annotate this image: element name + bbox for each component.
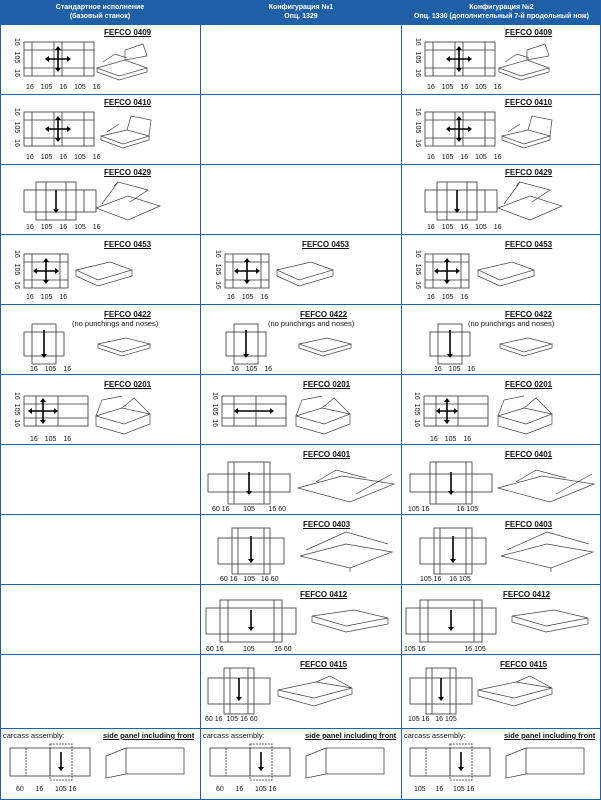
dim-label: 16: [413, 392, 420, 400]
fefco-0453-horizontal-dims: [26, 294, 67, 301]
column-divider: [200, 0, 201, 800]
fefco-0409-box-drawing: [497, 42, 553, 80]
fefco-0410-flat-diagram: [425, 108, 495, 150]
fefco-0410-flat-diagram: [24, 108, 94, 150]
dim-label: 105: [414, 121, 421, 134]
fefco-0453-box-drawing: [275, 258, 335, 288]
header-config1-line2: Опц. 1329: [284, 13, 318, 20]
fefco-0422-note: (no punchings and noses): [468, 319, 555, 328]
dim-label: 16: [466, 786, 475, 793]
fefco-0422-flat-diagram: [24, 324, 64, 364]
side-panel-label: side panel including front: [504, 731, 596, 740]
dim-label: 16: [229, 576, 238, 583]
fefco-0422-title: FEFCO 0422: [300, 310, 348, 319]
fefco-0453-vertical-dims: [13, 250, 20, 289]
fefco-0410-title: FEFCO 0410: [505, 98, 553, 107]
fefco-0422-flat-diagram: [226, 324, 266, 364]
dim-label: 105: [414, 51, 421, 64]
dim-label: 105: [13, 121, 20, 134]
fefco-0453-vertical-dims: [214, 250, 221, 289]
fefco-0453-vertical-dims: [414, 250, 421, 289]
header-standard-line2: (базовый станок): [69, 13, 131, 20]
dim-label: 16: [13, 392, 20, 400]
fefco-0422-horizontal-dims: [30, 366, 71, 373]
dim-label: 16: [427, 294, 435, 301]
fefco-0409-horizontal-dims: [26, 84, 101, 91]
dim-label: 16: [59, 294, 68, 301]
fefco-0422-horizontal-dims: [231, 366, 272, 373]
row-divider: [0, 514, 601, 515]
dim-label: 16: [464, 646, 473, 653]
fefco-0403-horizontal-dims: [420, 576, 471, 583]
dim-label: 16: [493, 84, 502, 91]
dim-label: 16: [414, 69, 421, 77]
dim-label: 16: [13, 108, 20, 116]
dim-label: 105: [241, 294, 254, 301]
fefco-0422-box-drawing: [96, 332, 152, 358]
dim-label: 16: [30, 366, 38, 373]
dim-label: 16: [433, 576, 442, 583]
dim-label: 16: [59, 154, 68, 161]
fefco-0429-title: FEFCO 0429: [505, 168, 553, 177]
dim-label: 16: [427, 224, 435, 231]
dim-label: 105: [13, 51, 20, 64]
dim-label: 16: [260, 294, 269, 301]
dim-label: 105: [441, 294, 454, 301]
dim-label: 105: [243, 576, 256, 583]
row-divider: [0, 94, 601, 95]
dim-label: 16: [413, 419, 420, 428]
dim-label: 105: [414, 786, 426, 793]
fefco-0422-flat-diagram: [430, 324, 470, 364]
dim-label: 105: [74, 154, 86, 161]
dim-label: 105: [74, 84, 86, 91]
fefco-0415-flat-diagram: [208, 668, 270, 714]
dim-label: 105: [254, 786, 267, 793]
dim-label: 105: [452, 786, 465, 793]
fefco-0403-title: FEFCO 0403: [505, 520, 553, 529]
dim-label: 105: [40, 294, 53, 301]
fefco-0409-title: FEFCO 0409: [505, 28, 553, 37]
dim-label: 16: [211, 419, 218, 428]
dim-label: 105: [243, 646, 255, 653]
fefco-0201-horizontal-dims: [30, 436, 71, 443]
dim-label: 60: [249, 716, 258, 723]
dim-label: 16: [13, 419, 20, 428]
dim-label: 16: [414, 281, 421, 289]
dim-label: 16: [231, 366, 239, 373]
fefco-0410-vertical-dims: [414, 108, 421, 147]
fefco-0429-box-drawing: [94, 180, 162, 222]
row-divider: [0, 234, 601, 235]
dim-label: 105: [441, 84, 454, 91]
dim-label: 105: [44, 366, 57, 373]
dim-label: 16: [227, 294, 235, 301]
dim-label: 16: [421, 506, 430, 513]
row-divider: [0, 728, 601, 729]
fefco-0403-title: FEFCO 0403: [303, 520, 351, 529]
fefco-0409-vertical-dims: [414, 38, 421, 77]
dim-label: 16: [434, 366, 442, 373]
dim-label: 16: [13, 69, 20, 77]
dim-label: 16: [467, 366, 476, 373]
carcass-horizontal-dims: [16, 786, 76, 793]
side-panel-drawing: [504, 744, 594, 780]
fefco-0403-flat-diagram: [420, 528, 486, 574]
dim-label: 60: [16, 786, 24, 793]
dim-label: 105: [44, 436, 57, 443]
dim-label: 16: [13, 139, 20, 147]
dim-label: 16: [456, 506, 465, 513]
fefco-0453-box-drawing: [74, 258, 134, 288]
fefco-0201-vertical-dims: [211, 392, 218, 427]
column-divider: [0, 0, 1, 800]
dim-label: 60: [212, 506, 220, 513]
fefco-0415-title: FEFCO 0415: [500, 660, 548, 669]
dim-label: 16: [417, 646, 426, 653]
dim-label: 105: [226, 716, 239, 723]
dim-label: 16: [460, 224, 469, 231]
dim-label: 105: [74, 224, 86, 231]
fefco-0410-vertical-dims: [13, 108, 20, 147]
dim-label: 60: [220, 576, 228, 583]
dim-label: 105: [404, 646, 416, 653]
dim-label: 105: [445, 716, 457, 723]
dim-label: 16: [264, 366, 273, 373]
fefco-0429-horizontal-dims: [427, 224, 502, 231]
carcass-assembly-label: carcass assembly:: [203, 731, 265, 740]
dim-label: 16: [463, 436, 472, 443]
dim-label: 105: [243, 506, 255, 513]
dim-label: 16: [427, 154, 435, 161]
dim-label: 16: [214, 281, 221, 289]
fefco-0410-box-drawing: [498, 110, 554, 150]
fefco-0409-horizontal-dims: [427, 84, 502, 91]
dim-label: 16: [460, 294, 469, 301]
dim-label: 105: [448, 366, 461, 373]
fefco-0201-title: FEFCO 0201: [303, 380, 351, 389]
fefco-0453-box-drawing: [476, 258, 536, 288]
side-panel-label: side panel including front: [305, 731, 397, 740]
dim-label: 105: [408, 716, 420, 723]
dim-label: 16: [421, 716, 430, 723]
dim-label: 16: [414, 38, 421, 46]
fefco-0403-box-drawing: [296, 530, 396, 572]
fefco-0401-box-drawing: [296, 464, 396, 504]
fefco-0453-title: FEFCO 0453: [505, 240, 553, 249]
dim-label: 16: [68, 786, 77, 793]
fefco-0412-horizontal-dims: [404, 646, 486, 653]
header-config2: [402, 0, 601, 24]
fefco-0410-horizontal-dims: [427, 154, 502, 161]
dim-label: 105: [444, 436, 457, 443]
fefco-0453-flat-diagram: [425, 250, 469, 292]
dim-label: 60: [206, 646, 214, 653]
dim-label: 16: [435, 786, 444, 793]
row-divider: [0, 584, 601, 585]
dim-label: 105: [40, 84, 53, 91]
fefco-0415-horizontal-dims: [205, 716, 258, 723]
dim-label: 105: [245, 366, 258, 373]
fefco-0415-flat-diagram: [410, 668, 472, 714]
fefco-0422-title: FEFCO 0422: [104, 310, 152, 319]
dim-label: 16: [214, 250, 221, 258]
header-standard-line1: Стандартное исполнение: [55, 4, 145, 11]
side-panel-drawing: [104, 744, 194, 780]
fefco-0201-flat-diagram: [222, 392, 286, 432]
dim-label: 60: [278, 506, 287, 513]
fefco-0410-horizontal-dims: [26, 154, 101, 161]
fefco-0429-title: FEFCO 0429: [104, 168, 152, 177]
fefco-0409-title: FEFCO 0409: [104, 28, 152, 37]
dim-label: 105: [54, 786, 67, 793]
fefco-0412-title: FEFCO 0412: [503, 590, 551, 599]
dim-label: 16: [30, 436, 38, 443]
dim-label: 16: [435, 716, 444, 723]
fefco-0412-title: FEFCO 0412: [300, 590, 348, 599]
fefco-0409-box-drawing: [95, 42, 151, 80]
dim-label: 60: [216, 786, 224, 793]
dim-label: 16: [449, 576, 458, 583]
dim-label: 16: [63, 366, 72, 373]
fefco-0415-horizontal-dims: [408, 716, 457, 723]
fefco-0201-horizontal-dims: [430, 436, 471, 443]
dim-label: 105: [441, 154, 454, 161]
dim-label: 105: [475, 224, 487, 231]
header-standard: [0, 0, 200, 24]
fefco-0453-title: FEFCO 0453: [104, 240, 152, 249]
dim-label: 105: [214, 263, 221, 276]
fefco-0453-horizontal-dims: [227, 294, 268, 301]
dim-label: 16: [59, 84, 68, 91]
dim-label: 16: [215, 646, 224, 653]
fefco-0409-flat-diagram: [425, 38, 495, 80]
dim-label: 16: [214, 716, 223, 723]
fefco-0429-flat-diagram: [425, 180, 497, 222]
fefco-0201-vertical-dims: [413, 392, 420, 427]
row-divider: [0, 24, 601, 25]
dim-label: 105: [40, 154, 53, 161]
dim-label: 16: [493, 154, 502, 161]
dim-label: 16: [26, 294, 34, 301]
fefco-0410-title: FEFCO 0410: [104, 98, 152, 107]
fefco-0422-horizontal-dims: [434, 366, 475, 373]
column-divider: [401, 0, 402, 800]
fefco-0412-box-drawing: [510, 606, 590, 636]
dim-label: 16: [460, 84, 469, 91]
dim-label: 16: [430, 436, 438, 443]
fefco-0412-flat-diagram: [206, 600, 296, 642]
fefco-0429-box-drawing: [496, 180, 564, 222]
fefco-0415-title: FEFCO 0415: [300, 660, 348, 669]
dim-label: 16: [414, 250, 421, 258]
dim-label: 60: [283, 646, 292, 653]
fefco-0403-box-drawing: [497, 530, 597, 572]
fefco-0201-title: FEFCO 0201: [505, 380, 553, 389]
fefco-0401-title: FEFCO 0401: [303, 450, 351, 459]
fefco-0403-horizontal-dims: [220, 576, 278, 583]
dim-label: 16: [13, 250, 20, 258]
fefco-0201-box-drawing: [292, 394, 354, 436]
dim-label: 16: [26, 154, 34, 161]
side-panel-drawing: [304, 744, 394, 780]
dim-label: 16: [460, 154, 469, 161]
dim-label: 16: [274, 646, 282, 653]
dim-label: 105: [475, 154, 487, 161]
carcass-assembly-label: carcass assembly:: [404, 731, 466, 740]
dim-label: 16: [240, 716, 248, 723]
dim-label: 105: [413, 403, 420, 416]
fefco-0201-box-drawing: [494, 394, 556, 436]
dim-label: 16: [13, 281, 20, 289]
fefco-0412-horizontal-dims: [206, 646, 292, 653]
dim-label: 105: [13, 263, 20, 276]
header-config2-line2: Опц. 1330 (дополнительный 7-й продольный нож): [414, 13, 589, 20]
fefco-0401-flat-diagram: [208, 460, 290, 506]
fefco-0422-note: (no punchings and noses): [72, 319, 159, 328]
dim-label: 16: [26, 84, 34, 91]
dim-label: 16: [414, 139, 421, 147]
dim-label: 105: [458, 576, 471, 583]
fefco-0412-flat-diagram: [406, 600, 496, 642]
carcass-horizontal-dims: [414, 786, 474, 793]
dim-label: 105: [474, 646, 486, 653]
side-panel-label: side panel including front: [103, 731, 195, 740]
fefco-0201-flat-diagram: [424, 392, 488, 432]
fefco-0429-flat-diagram: [24, 180, 96, 222]
fefco-0422-title: FEFCO 0422: [505, 310, 553, 319]
dim-label: 16: [268, 506, 277, 513]
header-config1-line1: Конфигурация №1: [268, 4, 334, 11]
dim-label: 105: [466, 506, 479, 513]
dim-label: 16: [92, 224, 101, 231]
fefco-0201-vertical-dims: [13, 392, 20, 427]
fefco-0401-box-drawing: [496, 464, 596, 504]
dim-label: 60: [270, 576, 279, 583]
dim-label: 105: [408, 506, 420, 513]
fefco-0453-flat-diagram: [24, 250, 68, 292]
dim-label: 105: [441, 224, 454, 231]
carcass-flat-diagram: [10, 744, 90, 780]
dim-label: 16: [414, 108, 421, 116]
dim-label: 16: [13, 38, 20, 46]
row-divider: [0, 164, 601, 165]
fefco-0401-horizontal-dims: [408, 506, 478, 513]
row-divider: [0, 304, 601, 305]
dim-label: 16: [221, 506, 230, 513]
carcass-flat-diagram: [210, 744, 290, 780]
fefco-0453-title: FEFCO 0453: [302, 240, 350, 249]
row-divider: [0, 654, 601, 655]
carcass-flat-diagram: [410, 744, 490, 780]
header-config1: [201, 0, 401, 24]
fefco-0453-horizontal-dims: [427, 294, 468, 301]
dim-label: 105: [414, 263, 421, 276]
dim-label: 16: [59, 224, 68, 231]
carcass-horizontal-dims: [216, 786, 276, 793]
fefco-0201-flat-diagram: [24, 392, 88, 432]
fefco-0429-horizontal-dims: [26, 224, 101, 231]
dim-label: 16: [268, 786, 277, 793]
dim-label: 105: [13, 403, 20, 416]
fefco-0422-box-drawing: [297, 332, 353, 358]
row-divider: [0, 444, 601, 445]
dim-label: 16: [427, 84, 435, 91]
dim-label: 16: [63, 436, 72, 443]
fefco-0201-box-drawing: [92, 394, 154, 436]
fefco-0410-box-drawing: [97, 110, 153, 150]
dim-label: 16: [92, 154, 101, 161]
fefco-0401-flat-diagram: [410, 460, 492, 506]
fefco-0453-flat-diagram: [225, 250, 269, 292]
fefco-0412-box-drawing: [310, 606, 390, 636]
fefco-0403-flat-diagram: [218, 528, 284, 574]
dim-label: 16: [493, 224, 502, 231]
dim-label: 105: [420, 576, 432, 583]
dim-label: 105: [211, 403, 218, 416]
dim-label: 16: [26, 224, 34, 231]
header-config2-line1: Конфигурация №2: [469, 4, 534, 11]
dim-label: 16: [260, 576, 269, 583]
fefco-0201-title: FEFCO 0201: [104, 380, 152, 389]
fefco-0415-box-drawing: [476, 674, 556, 710]
fefco-0401-horizontal-dims: [212, 506, 286, 513]
dim-label: 16: [211, 392, 218, 400]
fefco-0415-box-drawing: [276, 674, 356, 710]
dim-label: 16: [235, 786, 244, 793]
dim-label: 16: [92, 84, 101, 91]
carcass-assembly-label: carcass assembly:: [3, 731, 65, 740]
dim-label: 105: [40, 224, 53, 231]
fefco-0409-flat-diagram: [24, 38, 94, 80]
fefco-0401-title: FEFCO 0401: [505, 450, 553, 459]
fefco-0422-note: (no punchings and noses): [268, 319, 355, 328]
fefco-0422-box-drawing: [498, 332, 554, 358]
fefco-0409-vertical-dims: [13, 38, 20, 77]
dim-label: 16: [35, 786, 44, 793]
dim-label: 60: [205, 716, 213, 723]
dim-label: 105: [475, 84, 487, 91]
row-divider: [0, 374, 601, 375]
